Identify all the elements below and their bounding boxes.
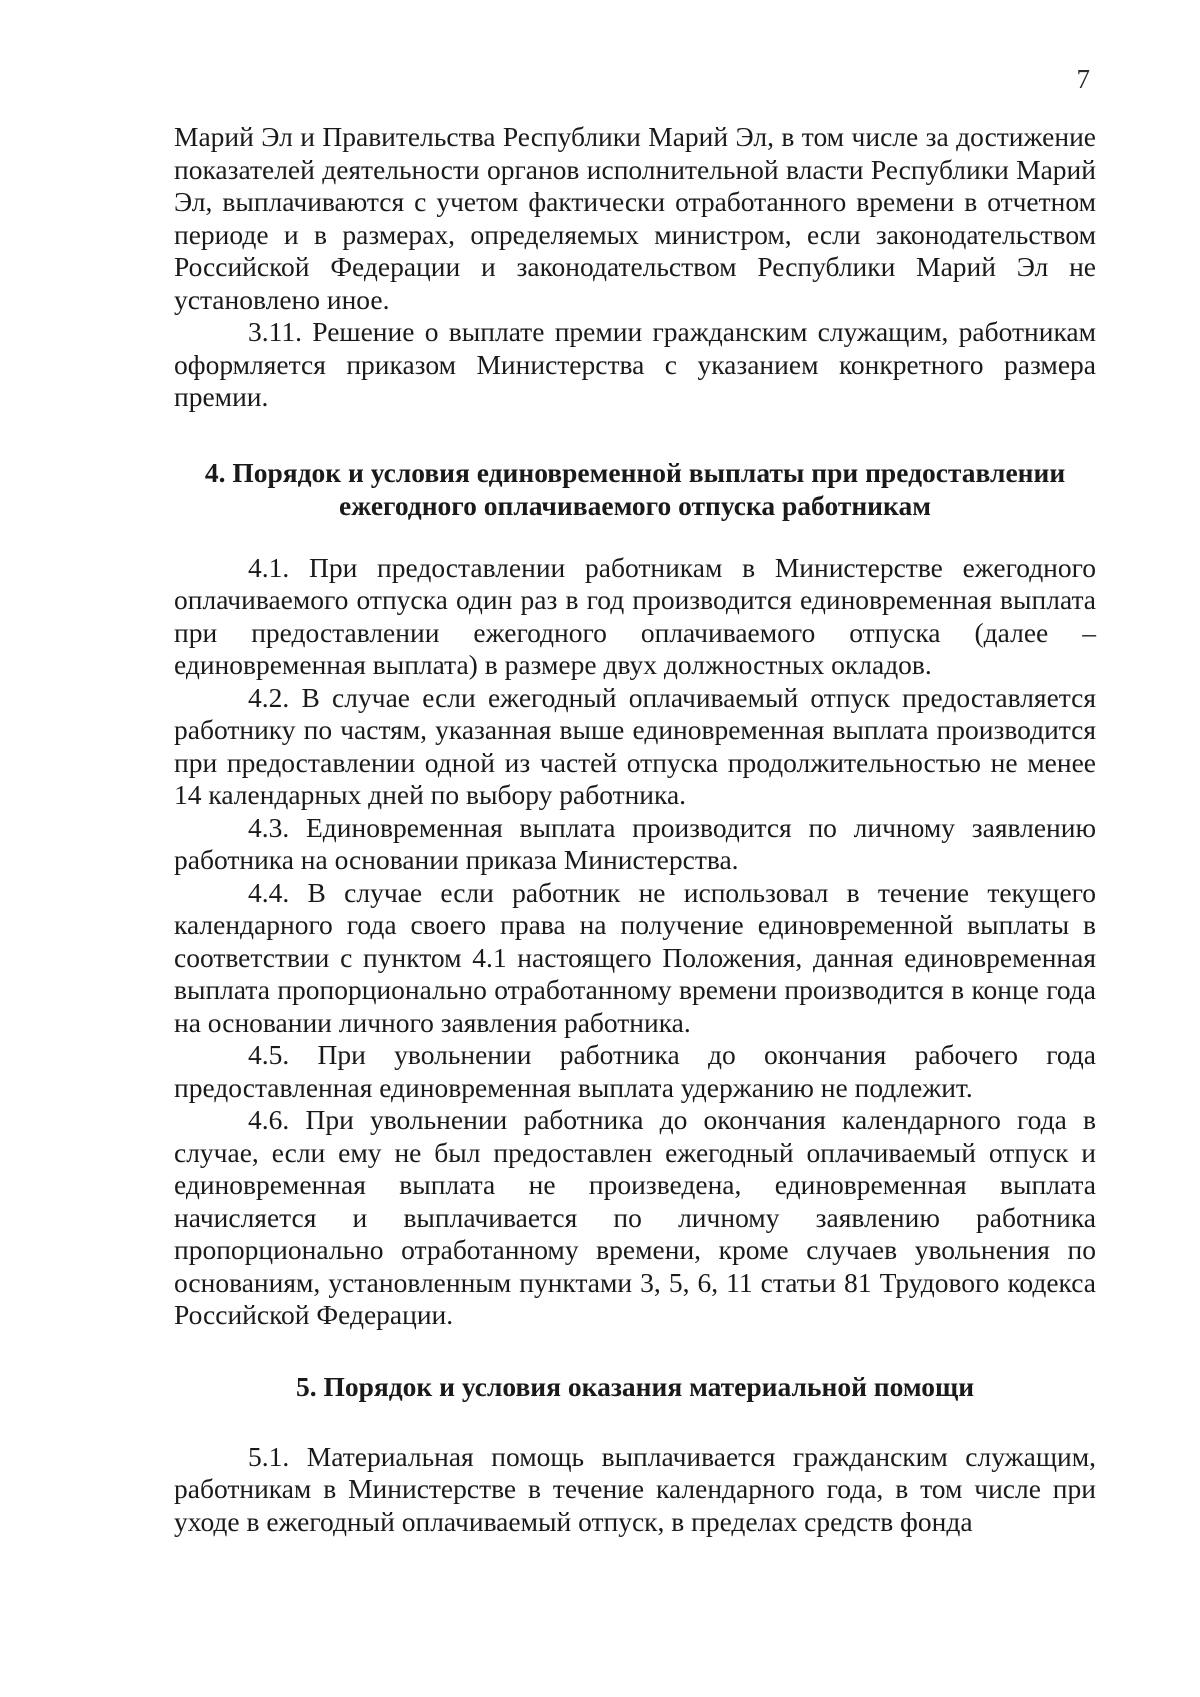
paragraph-4-3: 4.3. Единовременная выплата производится по личному заявлению работника на основании приказа Министерства. [174,811,1096,875]
paragraph-3-11: 3.11. Решение о выплате премии гражданским служащим, работникам оформляется приказом Министерства с указанием конкретного размера премии. [174,316,1096,412]
section-4-heading [174,456,1096,522]
paragraph-4-5: 4.5. При увольнении работника до окончания рабочего года предоставленная единовременная выплата удержанию не подлежит. [174,1039,1096,1103]
continuation-paragraph: Марий Эл и Правительства Республики Марий Эл, в том числе за достижение показателей деятельности органов исполнительной власти Республики Марий Эл, выплачиваются с учетом фактически отработанного времени в отчетном периоде и в размерах, определяемых министром, если законодательством Российской Федерации и законодательством Республики Марий Эл не установлено иное. [174,121,1096,315]
paragraph-4-4: 4.4. В случае если работник не использовал в течение текущего календарного года своего права на получение единовременной выплаты в соответствии с пунктом 4.1 настоящего Положения, данная единовременная выплата пропорционально отработанному времени производится в конце года на основании личного заявления работника. [174,876,1096,1038]
section-4-heading-line2: ежегодного оплачиваемого отпуска работникам [339,489,931,521]
paragraph-4-1: 4.1. При предоставлении работникам в Министерстве ежегодного оплачиваемого отпуска один раз в год производится единовременная выплата при предоставлении ежегодного оплачиваемого отпуска (далее – единовременная выплата) в размере двух должностных окладов. [174,551,1096,680]
page-number: 7 [1076,64,1090,94]
section-4-heading-line1: 4. Порядок и условия единовременной выплаты при предоставлении [204,456,1066,488]
paragraph-4-6: 4.6. При увольнении работника до окончания календарного года в случае, если ему не был предоставлен ежегодный оплачиваемый отпуск и единовременная выплата не произведена, единовременная выплата начисляется и выплачивается по личному заявлению работника пропорционально отработанному времени, кроме случаев увольнения по основаниям, установленным пунктами 3, 5, 6, 11 статьи 81 Трудового кодекса Российской Федерации. [174,1104,1096,1330]
section-4-body [174,552,1096,1332]
document-body [174,121,1096,1538]
paragraph-5-1: 5.1. Материальная помощь выплачивается гражданским служащим, работникам в Министерстве в течение календарного года, в том числе при уходе в ежегодный оплачиваемый отпуск, в пределах средств фонда [174,1440,1096,1537]
paragraph-4-2: 4.2. В случае если ежегодный оплачиваемый отпуск предоставляется работнику по частям, указанная выше единовременная выплата производится при предоставлении одной из частей отпуска продолжительностью не менее 14 календарных дней по выбору работника. [174,681,1096,810]
section-5-heading: 5. Порядок и условия оказания материальной помощи [295,1370,975,1402]
section-5-body [174,1441,1096,1539]
